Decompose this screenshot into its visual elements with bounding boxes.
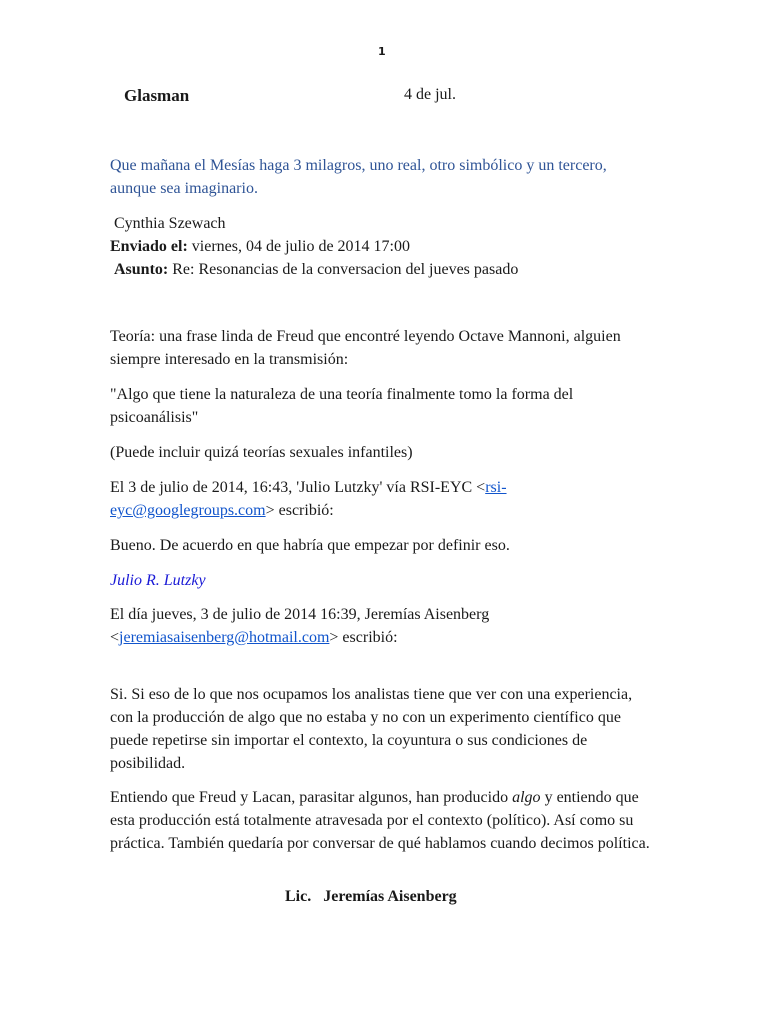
freud-lacan-text-a: Entiendo que Freud y Lacan, parasitar algunos, han producido [110,789,513,806]
from-name: Cynthia Szewach [114,215,226,232]
page-number: 1 [378,45,386,58]
subject-value: Re: Resonancias de la conversacion del jueves pasado [172,261,519,278]
body-paragraph-experience: Si. Si eso de lo que nos ocupamos los analistas tiene que ver con una experiencia, con la producción de algo que no estaba y no con un experimento científico que puede repetirse sin importar el contexto, la coyuntura o sus condiciones de posibilidad. [110,686,633,772]
reply-header-julio-suffix: > escribió: [265,502,334,519]
sender-name: Glasman [124,86,190,105]
jeremias-email-link[interactable]: jeremiasaisenberg@hotmail.com [119,629,330,646]
signature-name: Jeremías Aisenberg [323,888,457,905]
freud-lacan-text-b: y entiendo que esta producción está totalmente atravesada por el contexto (político). Así como su práctica. También quedaría por conversar de qué hablamos cuando decimos política. [110,789,650,852]
rsi-email-link[interactable]: rsi-eyc@googlegroups.com [110,479,507,519]
body-paragraph-quote: "Algo que tiene la naturaleza de una teoría finalmente tomo la forma del psicoanálisis" [110,386,574,426]
body-paragraph-agree: Bueno. De acuerdo en que habría que empezar por definir eso. [110,537,510,554]
reply-header-julio [110,476,650,522]
sent-label: Enviado el: [110,238,188,255]
subject-label: Asunto: [114,261,169,278]
reply-header-jeremias-prefix: El día jueves, 3 de julio de 2014 16:39, Jeremías Aisenberg < [110,606,490,646]
body-paragraph-note: (Puede incluir quizá teorías sexuales infantiles) [110,444,413,461]
signature-julio: Julio R. Lutzky [110,572,206,589]
reply-header-jeremias [110,603,650,649]
sent-value: viernes, 04 de julio de 2014 17:00 [191,238,410,255]
signature-jeremias [285,888,457,906]
freud-lacan-italic: algo [512,789,541,806]
reply-header-julio-prefix: El 3 de julio de 2014, 16:43, 'Julio Lutzky' vía RSI-EYC < [110,479,486,496]
subject-line [114,258,654,281]
reply-header-jeremias-suffix: > escribió: [329,629,398,646]
message-date: 4 de jul. [404,86,456,103]
body-paragraph-freud-lacan [110,786,650,855]
quote-text: Que mañana el Mesías haga 3 milagros, uno real, otro simbólico y un tercero, aunque sea imaginario. [110,157,607,197]
body-paragraph-theory: Teoría: una frase linda de Freud que encontré leyendo Octave Mannoni, alguien siempre interesado en la transmisión: [110,328,621,368]
signature-title: Lic. [285,888,312,905]
sent-line [110,235,650,258]
